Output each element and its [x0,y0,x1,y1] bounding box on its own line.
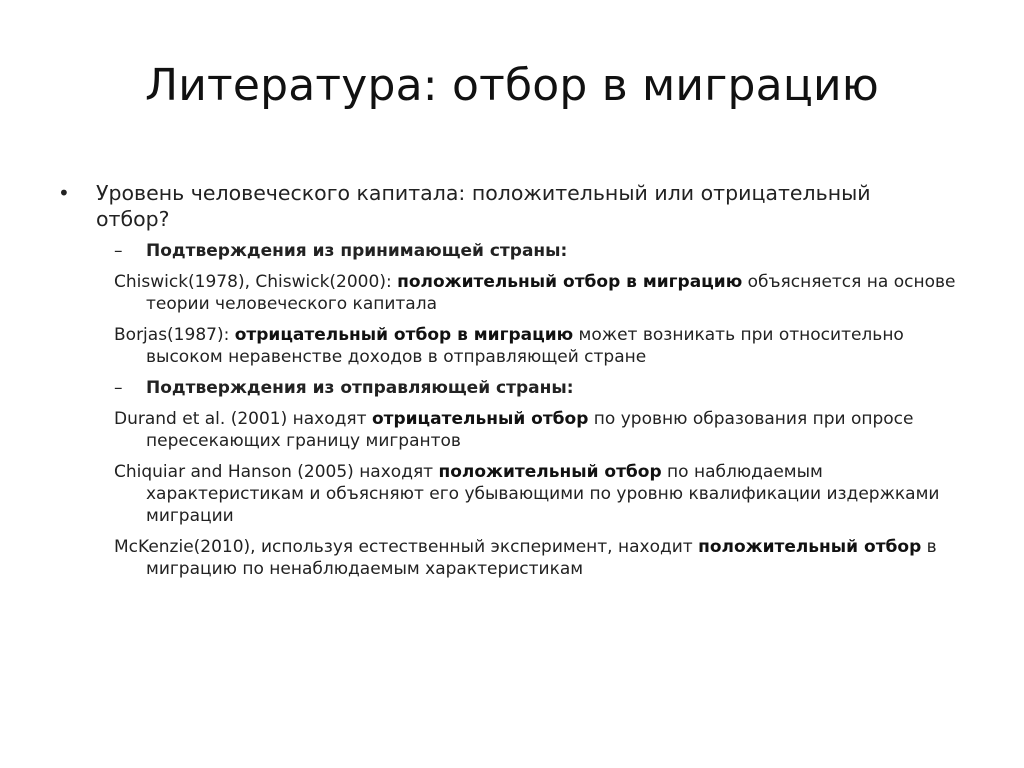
slide-title: Литература: отбор в миграцию [144,60,880,111]
ref-text: по наблюдаемым характеристикам и объясняют его убывающими по уровню квалификации издержками миграции [146,462,940,526]
reference-durand [58,408,978,452]
reference-mckenzie [58,536,978,580]
sub-heading-receiving-country [58,240,978,262]
ref-text: объясняется на основе теории человеческого капитала [146,272,956,314]
sub-heading-sending-country [58,377,978,399]
reference-borjas [58,324,978,368]
dash-marker: – [114,241,123,261]
ref-text: Borjas(1987): [114,325,235,345]
ref-text: по уровню образования при опросе пересекающих границу мигрантов [146,409,914,451]
ref-emphasis: положительный отбор [438,462,662,482]
bullet-item-human-capital [58,180,978,232]
ref-text: в миграцию по ненаблюдаемым характеристикам [146,537,937,579]
sub-heading-text: Подтверждения из отправляющей страны: [146,378,574,398]
ref-text: может возникать при относительно высоком неравенстве доходов в отправляющей стране [146,325,904,367]
bullet-text-line2: отбор? [96,207,170,231]
dash-marker: – [114,378,123,398]
ref-emphasis: положительный отбор в миграцию [397,272,743,292]
bullet-text-line1: Уровень человеческого капитала: положительный или отрицательный [96,181,871,205]
slide-body [58,180,978,589]
ref-emphasis: положительный отбор [698,537,922,557]
reference-chiquiar-hanson [58,461,978,527]
ref-text: Chiswick(1978), Chiswick(2000): [114,272,398,292]
reference-chiswick [58,271,978,315]
ref-emphasis: отрицательный отбор в миграцию [234,325,574,345]
ref-text: Durand et al. (2001) находят [114,409,372,429]
ref-text: Chiquiar and Hanson (2005) находят [114,462,439,482]
sub-heading-text: Подтверждения из принимающей страны: [146,241,568,261]
ref-text: McKenzie(2010), используя естественный эксперимент, находит [114,537,699,557]
ref-emphasis: отрицательный отбор [371,409,589,429]
bullet-marker: • [58,181,70,205]
